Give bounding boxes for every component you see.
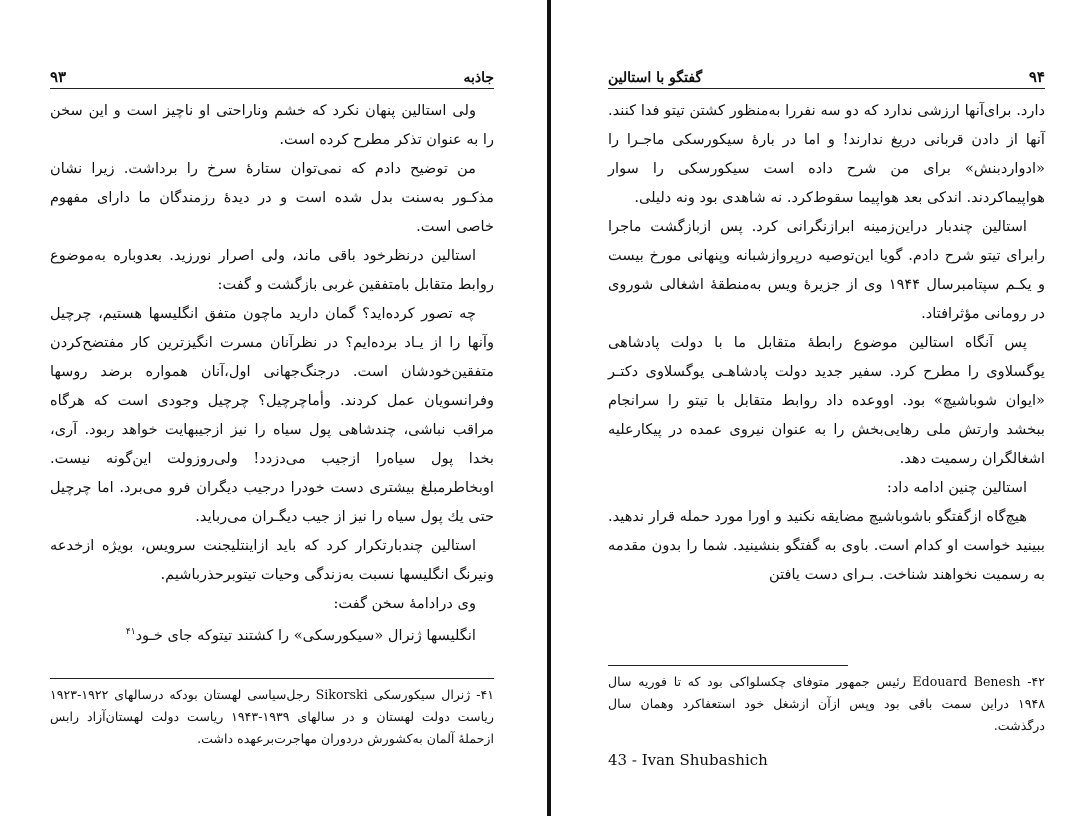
book-spine [547, 0, 551, 816]
paragraph: پس آنگاه استالین موضوع رابطهٔ متقابل ما با دولت پادشاهی یوگسلاوی را مطرح کرد. سفیر جدید دولت پادشاهـی یوگسلاوی دکتـر «ایوان شوباشیچ» بود. اووعده داد روابط متقابل با تیتو را سرانجام ببخشد وارتش ملی رهایی‌بخش را به عنوان نیروی عمده در پیکارعلیه اشغالگران رسمیت دهد. [608, 334, 1045, 467]
paragraph: من توضیح دادم که نمی‌توان ستارهٔ سرخ را برداشت. زیرا نشان مذکـور به‌سنت بدل شده است و در دیدهٔ رزمندگان ما دارای مفهوم خاصی است. [50, 160, 494, 235]
left-page-header [50, 60, 494, 89]
paragraph: دارد. برای‌آنها ارزشی ندارد که دو سه نفررا به‌منظور کشتن تیتو فدا کنند. آنها از دادن قربانی دریغ ندارند! و اما در بارهٔ سیکورسکی ماجـرا را «ادواردبنش» برای من شرح داده است سیکورسکی را سوار هواپیماکردند. اندکی بعد هواپیما سقوط‌کرد. نه شاهدی بود ونه دلیلی. [608, 102, 1045, 206]
paragraph: استالین چندبار دراین‌زمینه ابرازنگرانی کرد. پس ازبازگشت ماجرا رابرای تیتو شرح دادم. گویا این‌توصیه درپروازشبانه وپنهانی مورخ بیست و یکـم سپتامبرسال ۱۹۴۴ وی از جزیرهٔ ویس به‌منطقهٔ اشغالی شوروی در رومانی مؤثرافتاد. [608, 218, 1045, 322]
left-page-title: جاذبه [463, 70, 494, 86]
footnote-43: 43 - Ivan Shubashich [608, 751, 768, 769]
footnote-separator [608, 665, 848, 666]
paragraph: چه تصور کرده‌اید؟ گمان دارید ماچون متفق انگلیسها هستیم، چرچیل وآنها را از یـاد برده‌ایم؟ در نظرآنان مسرت انگیزترین کار مفتضح‌کردن متفقین‌خودشان است. درجنگ‌جهانی اول،آنان همواره برضد روسها وفرانسویان عمل کردند. وأماچرچیل؟ چرچیل وجودی است که هرگاه مراقب نباشی، چندشاهی پول سیاه را نیز ازجیبهایت خواهد ربود. آری، بخدا پول سیاه‌را ازجیب می‌دزدد! ولی‌روزولت این‌گونه نیست. اوبخاطرمبلغ بیشتری دست خودرا درجیب دیگران فرو می‌برد. اما چرچیل حتی یك پول سیاه را نیز از جیب دیگـران می‌رباید. [50, 305, 494, 525]
left-page-footnotes [50, 684, 494, 750]
hidden-footnote-markers [608, 640, 630, 654]
footnote-marker: ۴۱ [125, 627, 136, 637]
right-page-body [608, 96, 1045, 589]
paragraph: هیچ‌گاه ازگفتگو باشوباشیچ مضایقه نکنید و اورا مورد حمله قرار ندهید. ببینید خواست او کدام است. باوی به گفتگو بنشینید. شما را بدون مقدمه به رسمیت نخواهند شناخت. بـرای دست یافتن [608, 508, 1045, 583]
footnote-marker-43 [608, 640, 618, 650]
paragraph: استالین چندبارتکرار کرد که باید ازاینتلیجنت سرویس، بویژه ازخدعه ونیرنگ انگلیسها نسبت به‌زندگی وحیات تیتوبرحذرباشیم. [50, 537, 494, 583]
left-page-number: ۹۳ [50, 68, 67, 86]
paragraph: وی درادامهٔ سخن گفت: [333, 595, 476, 612]
left-page [50, 0, 494, 816]
paragraph: استالین چنین ادامه داد: [886, 479, 1027, 496]
footnote-41: ۴۱- ژنرال سیکورسکی Sikorski رجل‌سیاسی لهستان بودکه درسالهای ۱۹۲۲-۱۹۲۳ ریاست دولت لهستان و در سالهای ۱۹۳۹-۱۹۴۳ ریاست دولت لهستان‌آزاد رابس ازحملهٔ آلمان به‌کشورش دردوران مهاجرت‌برعهده داشت. [50, 687, 494, 746]
right-page-footnotes [608, 671, 1045, 771]
paragraph [50, 618, 494, 650]
right-page-number: ۹۴ [1028, 68, 1045, 86]
footnote-42: ۴۲- Edouard Benesh رئیس جمهور متوفای چکسلواکی بود که تا فوریه سال ۱۹۴۸ دراین سمت باقی بود وپس ازآن ازشغل خود استعفاکرد وهمان سال درگذشت. [608, 674, 1046, 733]
paragraph-text: انگلیسها ژنرال «سیکورسکی» را کشتند تیتوکه جای خـود [135, 626, 476, 644]
right-page-title: گفتگو با استالین [608, 70, 703, 86]
right-page [608, 0, 1045, 816]
paragraph: ولی استالین پنهان نکرد که خشم وناراحتی او ناچیز است و این سخن را به عنوان تذکر مطرح کرده است. [50, 102, 494, 148]
right-page-header [608, 60, 1045, 89]
footnote-marker-42 [621, 640, 631, 650]
footnote-separator [50, 678, 494, 679]
left-page-body [50, 96, 494, 650]
paragraph: استالین درنظرخود باقی ماند، ولی اصرار نورزید. بعدوباره به‌موضوع روابط متقابل بامتفقین غربی بازگشت و گفت: [50, 247, 494, 293]
